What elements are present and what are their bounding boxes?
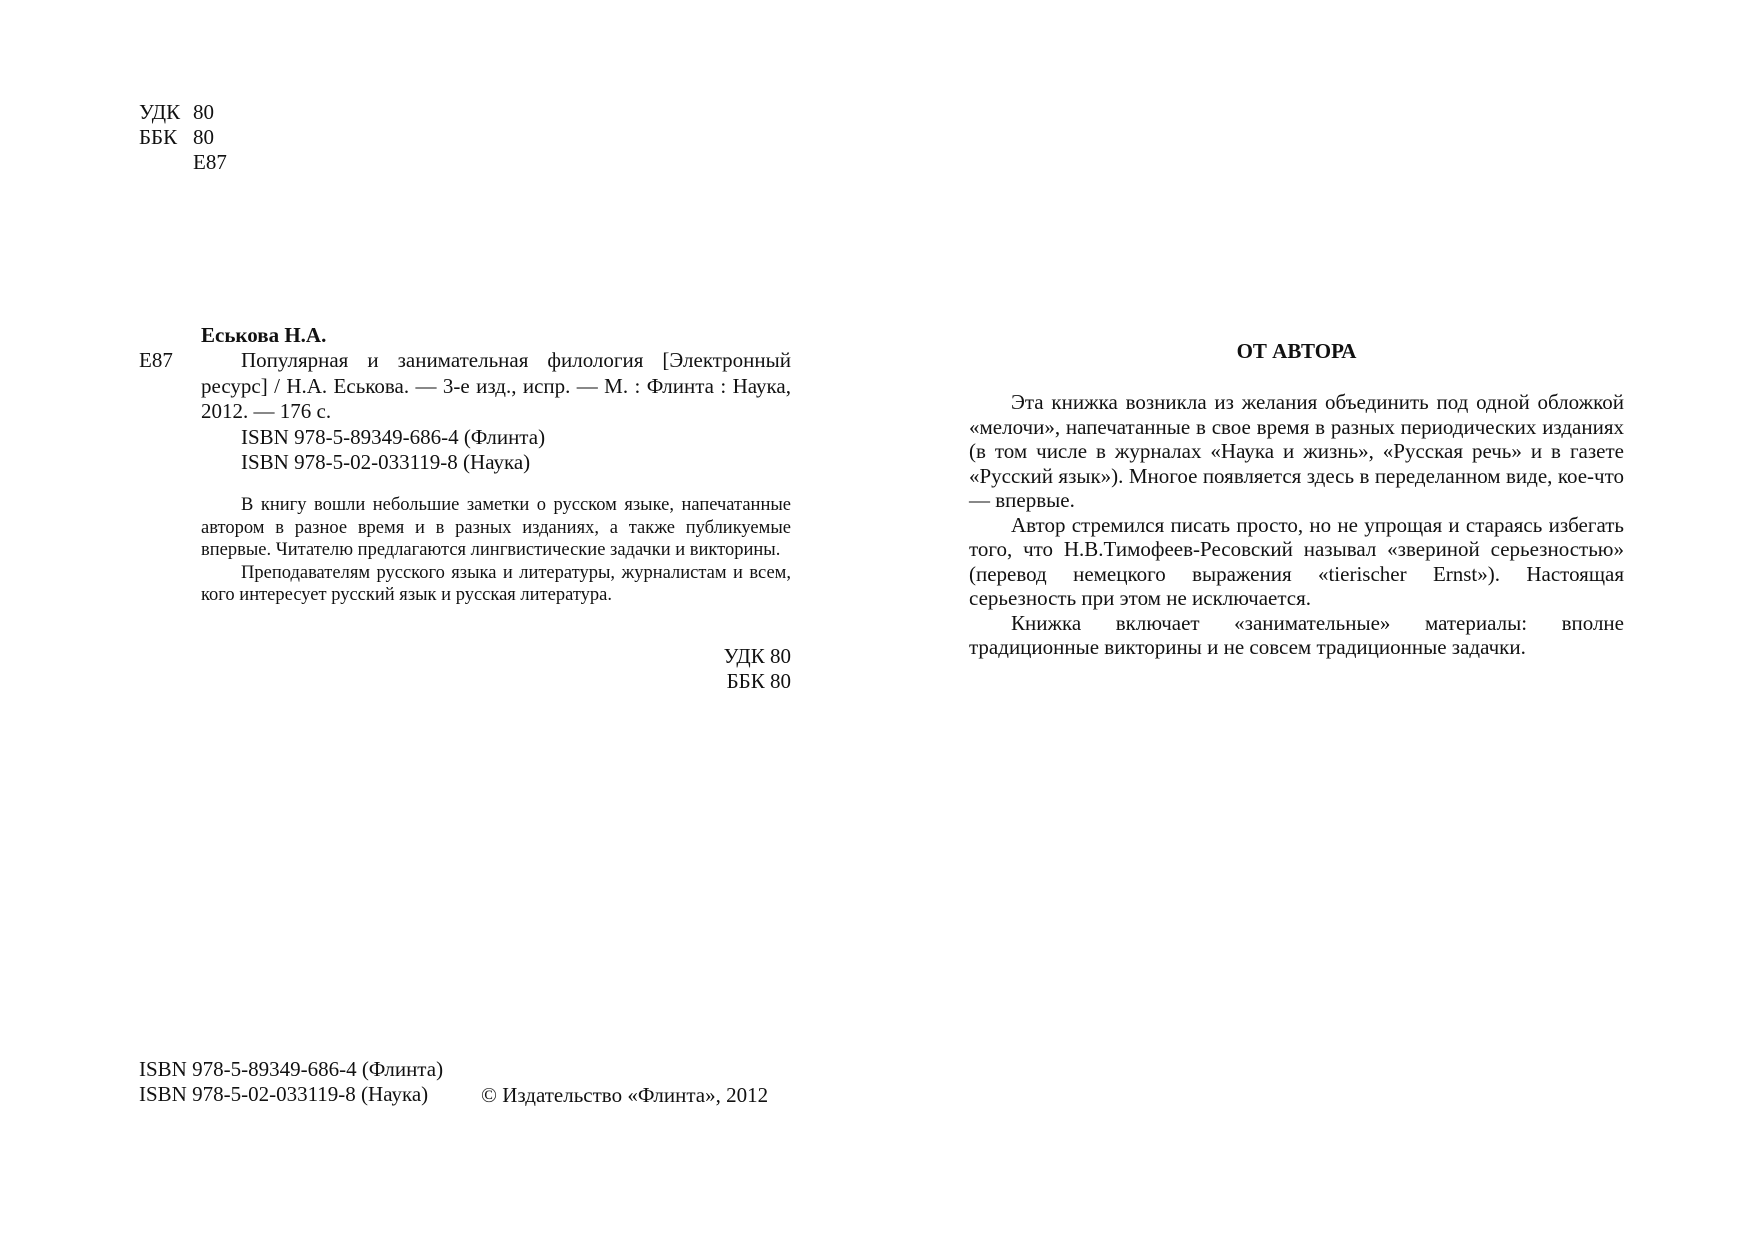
bbk-line bbox=[139, 125, 227, 150]
record-description: Популярная и занимательная филология [Электронный ресурс] / Н.А. Еськова. — 3-е изд., испр. — М. : Флинта : Наука, 2012. — 176 с. bbox=[201, 348, 791, 423]
record-sign: Е87 bbox=[139, 348, 173, 372]
author-sign-line bbox=[139, 150, 227, 175]
author-sign: Е87 bbox=[193, 150, 227, 174]
bottom-isbn-flinta: ISBN 978-5-89349-686-4 (Флинта) bbox=[139, 1057, 444, 1081]
bbk-value: 80 bbox=[193, 125, 214, 149]
preface-title: ОТ АВТОРА bbox=[1236, 339, 1357, 363]
bbk-code: ББК 80 bbox=[726, 669, 791, 693]
record-isbn-flinta: ISBN 978-5-89349-686-4 (Флинта) bbox=[241, 424, 546, 449]
annotation bbox=[201, 494, 791, 607]
copyright: © Издательство «Флинта», 2012 bbox=[481, 1083, 769, 1107]
bottom-isbn-nauka: ISBN 978-5-02-033119-8 (Наука) bbox=[139, 1082, 429, 1106]
record-author: Еськова Н.А. bbox=[201, 323, 327, 347]
preface-paragraph: Книжка включает «занимательные» материалы: вполне традиционные викторины и не совсем традиционные задачки. bbox=[969, 610, 1624, 659]
preface-paragraph: Эта книжка возникла из желания объединить под одной обложкой «мелочи», напечатанные в свое время в разных периодических изданиях (в том числе в журналах «Наука и жизнь», «Русская речь» и в газете «Русский язык»). Многое появляется здесь в переделанном виде, кое-что — впервые. bbox=[969, 390, 1624, 512]
annotation-paragraph: В книгу вошли небольшие заметки о русском языке, напечатанные автором в разное время и в разных изданиях, а также публикуемые впервые. Читателю предлагаются лингвистические задачки и викторины. bbox=[201, 495, 791, 560]
bottom-imprint bbox=[139, 1057, 443, 1107]
preface-paragraph: Автор стремился писать просто, но не упрощая и стараясь избегать того, что Н.В.Тимофеев-Ресовский называл «звериной серьезностью» (перевод немецкого выражения «tierischer Ernst»). Настоящая серьезность при этом не исключается. bbox=[969, 512, 1624, 610]
bibliographic-record bbox=[201, 348, 791, 476]
bbk-label: ББК bbox=[139, 125, 178, 149]
preface-text bbox=[969, 390, 1624, 660]
annotation-codes bbox=[600, 644, 791, 694]
udk-label: УДК bbox=[139, 100, 181, 124]
record-isbn-nauka: ISBN 978-5-02-033119-8 (Наука) bbox=[241, 450, 531, 474]
udk-value: 80 bbox=[193, 100, 214, 124]
classification-codes bbox=[139, 100, 227, 175]
annotation-paragraph: Преподавателям русского языка и литературы, журналистам и всем, кого интересует русский язык и русская литература. bbox=[201, 562, 791, 605]
udk-code: УДК 80 bbox=[723, 644, 791, 668]
udk-line bbox=[139, 100, 227, 125]
